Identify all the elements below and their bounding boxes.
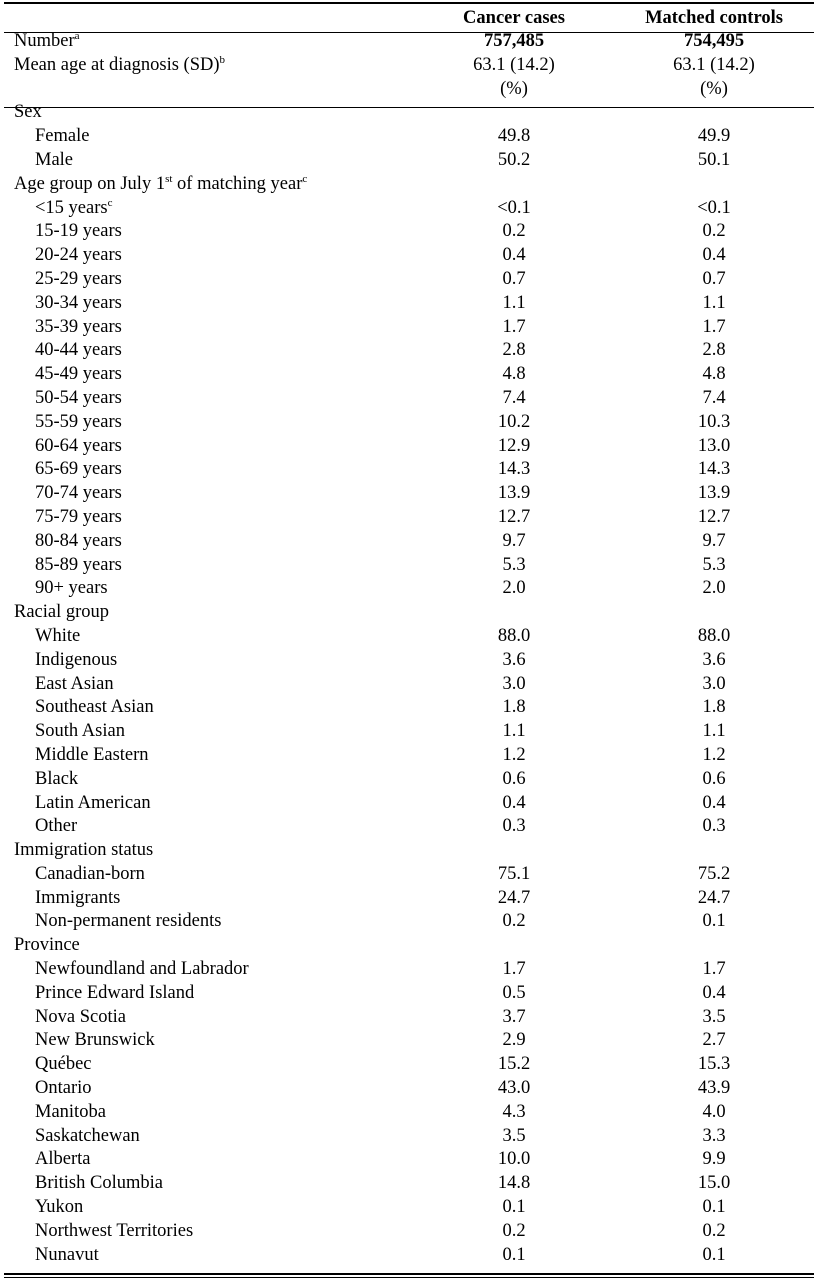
cases-value: 4.3: [502, 1101, 526, 1122]
row-label-text: 80-84 years: [35, 530, 122, 551]
controls-value: 63.1 (14.2): [673, 54, 755, 75]
controls-value: 4.8: [702, 364, 726, 385]
table-row: [4, 1220, 814, 1244]
table-row: [4, 982, 814, 1006]
table-row: [4, 554, 814, 578]
table-row: [4, 1006, 814, 1030]
row-label: [4, 458, 414, 482]
table-row: [4, 220, 814, 244]
empty-cell: [414, 173, 614, 197]
table-row: [4, 482, 814, 506]
header-empty-cell: [4, 6, 414, 30]
row-label-text: Nunavut: [35, 1244, 99, 1265]
row-label-text: Northwest Territories: [35, 1220, 194, 1241]
controls-value: 0.3: [702, 816, 726, 837]
row-label-text: Immigrants: [35, 887, 121, 908]
cases-value: 0.2: [502, 1220, 526, 1241]
row-label: [4, 220, 414, 244]
table-row: [4, 435, 814, 459]
row-label-text: 75-79 years: [35, 506, 122, 527]
table-row: [4, 458, 814, 482]
row-label: [4, 863, 414, 887]
row-label-text: Black: [35, 768, 79, 789]
row-label: [4, 1029, 414, 1053]
empty-cell: [414, 839, 614, 863]
row-label-text: New Brunswick: [35, 1030, 155, 1051]
row-label: [4, 649, 414, 673]
controls-value: 3.6: [702, 649, 726, 670]
cases-value: 757,485: [483, 31, 545, 51]
row-label-text: 55-59 years: [35, 411, 122, 432]
row-label: [4, 78, 414, 102]
row-label-text: Canadian-born: [35, 863, 145, 884]
section-title: [4, 839, 414, 863]
row-label-text: 90+ years: [35, 578, 108, 599]
footnote-marker: c: [107, 196, 113, 209]
cases-value: 2.9: [502, 1030, 526, 1051]
section-heading-row: [4, 101, 814, 125]
empty-cell: [614, 101, 814, 125]
row-label: [4, 316, 414, 340]
section-title-text: Immigration status: [14, 840, 154, 861]
table-row: [4, 411, 814, 435]
cases-value: 0.7: [502, 268, 526, 289]
table-row: [4, 792, 814, 816]
row-label: [4, 363, 414, 387]
controls-value: 13.0: [697, 435, 731, 456]
controls-value: 75.2: [697, 863, 731, 884]
controls-value: 13.9: [697, 483, 731, 504]
row-label-text: Middle Eastern: [35, 744, 149, 765]
summary-row: [4, 30, 814, 54]
table-row: [4, 625, 814, 649]
row-label: [4, 411, 414, 435]
controls-value: 49.9: [697, 126, 731, 147]
cases-value: 3.0: [502, 673, 526, 694]
row-label-text: 85-89 years: [35, 554, 122, 575]
cases-value: 9.7: [502, 530, 526, 551]
cases-value: 14.8: [497, 1173, 531, 1194]
section-title-rest: of matching year: [172, 173, 303, 194]
row-label: [4, 1220, 414, 1244]
row-label: [4, 268, 414, 292]
row-label: [4, 1196, 414, 1220]
row-label-text: South Asian: [35, 721, 125, 742]
row-label: [4, 673, 414, 697]
table-row: [4, 268, 814, 292]
row-label: [4, 54, 414, 78]
row-label: [4, 554, 414, 578]
controls-value: 2.7: [702, 1030, 726, 1051]
row-label: [4, 1148, 414, 1172]
row-label: [4, 696, 414, 720]
cases-value: (%): [500, 78, 528, 99]
controls-value: 4.0: [702, 1101, 726, 1122]
controls-value: 50.1: [697, 149, 731, 170]
section-heading-row: [4, 934, 814, 958]
row-label-text: 60-64 years: [35, 435, 122, 456]
cases-value: 4.8: [502, 364, 526, 385]
table-header-row: [4, 6, 814, 30]
summary-row: [4, 54, 814, 78]
cases-value: 0.3: [502, 816, 526, 837]
section-title-text: Age group on July 1: [14, 173, 166, 194]
section-heading-row: [4, 601, 814, 625]
row-label-text: White: [35, 625, 81, 646]
row-label-text: British Columbia: [35, 1173, 163, 1194]
row-label-text: Other: [35, 816, 78, 837]
cases-value: 3.7: [502, 1006, 526, 1027]
cases-value: 1.2: [502, 744, 526, 765]
footnote-marker: a: [74, 30, 80, 42]
cases-value: 63.1 (14.2): [473, 54, 555, 75]
controls-value: 7.4: [702, 387, 726, 408]
row-label-text: Number: [14, 31, 75, 51]
cases-value: 1.1: [502, 292, 526, 313]
row-label-text: <15 years: [35, 197, 108, 218]
row-label-text: 45-49 years: [35, 364, 122, 385]
footnote-marker: c: [302, 172, 308, 185]
section-title: [4, 934, 414, 958]
row-label: [4, 435, 414, 459]
table-row: [4, 149, 814, 173]
cases-value: 0.4: [502, 245, 526, 266]
controls-value: 1.1: [702, 721, 726, 742]
controls-value: 9.7: [702, 530, 726, 551]
cases-value: 0.2: [502, 911, 526, 932]
cases-value: 2.8: [502, 340, 526, 361]
row-label: [4, 30, 414, 54]
cases-value: 0.5: [502, 982, 526, 1003]
table-row: [4, 1125, 814, 1149]
row-label: [4, 506, 414, 530]
table-row: [4, 339, 814, 363]
table-row: [4, 1077, 814, 1101]
row-label: [4, 149, 414, 173]
empty-cell: [614, 601, 814, 625]
table-row: [4, 530, 814, 554]
controls-value: 0.1: [702, 911, 726, 932]
row-label: [4, 910, 414, 934]
footnote-marker: st: [165, 172, 173, 185]
row-label-text: 40-44 years: [35, 340, 122, 361]
row-label: [4, 482, 414, 506]
controls-value: 24.7: [697, 887, 731, 908]
cases-value: 2.0: [502, 578, 526, 599]
table-row: [4, 720, 814, 744]
row-label-text: 35-39 years: [35, 316, 122, 337]
cases-value: 0.2: [502, 221, 526, 242]
controls-value: 1.7: [702, 316, 726, 337]
table-row: [4, 1172, 814, 1196]
cases-value: 0.4: [502, 792, 526, 813]
row-label: [4, 982, 414, 1006]
controls-value: 1.1: [702, 292, 726, 313]
controls-value: 0.2: [702, 221, 726, 242]
row-label-text: Prince Edward Island: [35, 982, 195, 1003]
table-row: [4, 125, 814, 149]
row-label-text: Newfoundland and Labrador: [35, 959, 249, 980]
cases-value: 12.9: [497, 435, 531, 456]
table-row: [4, 244, 814, 268]
table-body: [4, 30, 814, 1267]
cases-value: 1.7: [502, 959, 526, 980]
row-label-text: 50-54 years: [35, 387, 122, 408]
table-row: [4, 1053, 814, 1077]
characteristics-table: [4, 6, 814, 1267]
table-row: [4, 1196, 814, 1220]
empty-cell: [414, 934, 614, 958]
row-label-text: Alberta: [35, 1149, 91, 1170]
table-row: [4, 363, 814, 387]
table-row: [4, 577, 814, 601]
controls-value: 10.3: [697, 411, 731, 432]
row-label: [4, 1053, 414, 1077]
controls-value: 0.4: [702, 245, 726, 266]
table-row: [4, 958, 814, 982]
cases-value: 1.1: [502, 721, 526, 742]
summary-row: [4, 78, 814, 102]
row-label-text: 20-24 years: [35, 245, 122, 266]
controls-value: 1.7: [702, 959, 726, 980]
cases-value: 15.2: [497, 1054, 531, 1075]
cases-value: 13.9: [497, 483, 531, 504]
controls-value: 3.5: [702, 1006, 726, 1027]
table-row: [4, 197, 814, 221]
empty-cell: [614, 934, 814, 958]
table-row: [4, 649, 814, 673]
table-row: [4, 696, 814, 720]
table-row: [4, 1148, 814, 1172]
row-label-text: Yukon: [35, 1197, 84, 1218]
row-label-text: Québec: [35, 1054, 92, 1075]
section-title: [4, 601, 414, 625]
controls-value: 12.7: [697, 506, 731, 527]
row-label-text: Male: [35, 149, 74, 170]
row-label: [4, 1244, 414, 1268]
table-top-rule: [4, 2, 814, 4]
row-label: [4, 1101, 414, 1125]
table-row: [4, 863, 814, 887]
controls-value: 0.1: [702, 1244, 726, 1265]
cases-value: 24.7: [497, 887, 531, 908]
controls-value: 15.3: [697, 1054, 731, 1075]
table-row: [4, 887, 814, 911]
row-label: [4, 387, 414, 411]
controls-value: 15.0: [697, 1173, 731, 1194]
controls-value: 1.8: [702, 697, 726, 718]
row-label: [4, 625, 414, 649]
cases-value: 0.6: [502, 768, 526, 789]
controls-value: 754,495: [683, 31, 745, 51]
table-row: [4, 387, 814, 411]
cases-value: 50.2: [497, 149, 531, 170]
controls-value: 0.2: [702, 1220, 726, 1241]
section-title: [4, 173, 414, 197]
controls-value: <0.1: [697, 197, 731, 218]
table-row: [4, 744, 814, 768]
empty-cell: [614, 173, 814, 197]
table-row: [4, 316, 814, 340]
table-row: [4, 506, 814, 530]
controls-value: 0.4: [702, 792, 726, 813]
cases-value: 0.1: [502, 1244, 526, 1265]
controls-value: 0.6: [702, 768, 726, 789]
row-label: [4, 887, 414, 911]
row-label-text: Manitoba: [35, 1101, 106, 1122]
footnote-marker: b: [219, 53, 226, 66]
row-label: [4, 577, 414, 601]
row-label: [4, 958, 414, 982]
row-label-text: 65-69 years: [35, 459, 122, 480]
controls-value: 1.2: [702, 744, 726, 765]
section-title-text: Province: [14, 935, 80, 956]
row-label: [4, 792, 414, 816]
header-cancer-cases: Cancer cases: [463, 8, 565, 28]
row-label-text: East Asian: [35, 673, 114, 694]
header-matched-controls: Matched controls: [645, 8, 783, 28]
cases-value: 1.7: [502, 316, 526, 337]
controls-value: 43.9: [697, 1078, 731, 1099]
section-heading-row: [4, 839, 814, 863]
controls-value: 5.3: [702, 554, 726, 575]
row-label-text: 25-29 years: [35, 268, 122, 289]
row-label: [4, 244, 414, 268]
row-label-text: Non-permanent residents: [35, 911, 222, 932]
cases-value: 0.1: [502, 1197, 526, 1218]
row-label-text: Ontario: [35, 1078, 92, 1099]
cases-value: 7.4: [502, 387, 526, 408]
table-bottom-rule: [4, 1273, 814, 1275]
controls-value: 14.3: [697, 459, 731, 480]
row-label: [4, 125, 414, 149]
row-label-text: Mean age at diagnosis (SD): [14, 54, 220, 75]
row-label-text: Saskatchewan: [35, 1125, 140, 1146]
cases-value: 10.2: [497, 411, 531, 432]
table-row: [4, 292, 814, 316]
controls-value: 3.0: [702, 673, 726, 694]
empty-cell: [614, 839, 814, 863]
row-label: [4, 1077, 414, 1101]
row-label: [4, 292, 414, 316]
row-label: [4, 1006, 414, 1030]
cases-value: 1.8: [502, 697, 526, 718]
row-label-text: Indigenous: [35, 649, 118, 670]
row-label: [4, 815, 414, 839]
row-label: [4, 768, 414, 792]
row-label-text: Female: [35, 126, 90, 147]
controls-value: 0.7: [702, 268, 726, 289]
controls-value: 2.0: [702, 578, 726, 599]
row-label: [4, 1172, 414, 1196]
row-label: [4, 530, 414, 554]
row-label: [4, 339, 414, 363]
row-label-text: 70-74 years: [35, 483, 122, 504]
table-row: [4, 1029, 814, 1053]
controls-value: 2.8: [702, 340, 726, 361]
row-label-text: 15-19 years: [35, 221, 122, 242]
row-label: [4, 720, 414, 744]
section-heading-row: [4, 173, 814, 197]
row-label-text: Latin American: [35, 792, 151, 813]
cases-value: 49.8: [497, 126, 531, 147]
section-title: [4, 101, 414, 125]
controls-value: 9.9: [702, 1149, 726, 1170]
controls-value: 0.1: [702, 1197, 726, 1218]
cases-value: 5.3: [502, 554, 526, 575]
table-row: [4, 910, 814, 934]
section-title-text: Sex: [14, 102, 42, 123]
cases-value: 3.6: [502, 649, 526, 670]
cases-value: 10.0: [497, 1149, 531, 1170]
cases-value: 88.0: [497, 625, 531, 646]
row-label: [4, 197, 414, 221]
empty-cell: [414, 101, 614, 125]
cases-value: <0.1: [497, 197, 531, 218]
controls-value: 88.0: [697, 625, 731, 646]
row-label: [4, 744, 414, 768]
table-row: [4, 1244, 814, 1268]
empty-cell: [414, 601, 614, 625]
cases-value: 75.1: [497, 863, 531, 884]
row-label-text: 30-34 years: [35, 292, 122, 313]
cases-value: 43.0: [497, 1078, 531, 1099]
controls-value: (%): [700, 78, 728, 99]
row-label-text: Nova Scotia: [35, 1006, 126, 1027]
table-row: [4, 768, 814, 792]
row-label-text: Southeast Asian: [35, 697, 154, 718]
cases-value: 14.3: [497, 459, 531, 480]
controls-value: 0.4: [702, 982, 726, 1003]
section-title-text: Racial group: [14, 602, 110, 623]
table-bottom-rule-2: [4, 1277, 814, 1278]
table-row: [4, 673, 814, 697]
cases-value: 3.5: [502, 1125, 526, 1146]
table-row: [4, 1101, 814, 1125]
table-row: [4, 815, 814, 839]
controls-value: 3.3: [702, 1125, 726, 1146]
cases-value: 12.7: [497, 506, 531, 527]
row-label: [4, 1125, 414, 1149]
